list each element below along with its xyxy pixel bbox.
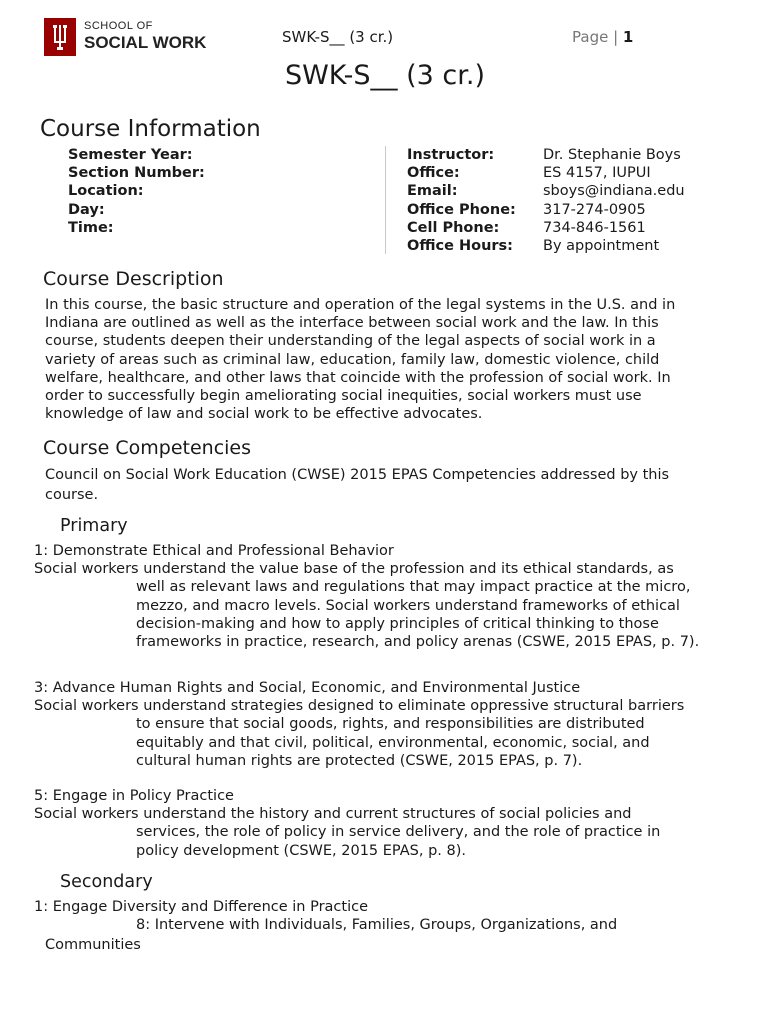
- page-label: Page |: [572, 28, 619, 46]
- competency-text: to ensure that social goods, rights, and responsibilities are distributed: [136, 716, 645, 733]
- description-line: welfare, healthcare, and other laws that coincide with the profession of social work. In: [45, 369, 671, 386]
- instructor-labels: [407, 146, 516, 255]
- course-competencies-heading: Course Competencies: [43, 437, 252, 459]
- secondary-competencies: [34, 898, 617, 955]
- label-semester-year: Semester Year:: [68, 147, 193, 163]
- course-information-heading: Course Information: [40, 116, 261, 142]
- label-instructor: Instructor:: [407, 147, 495, 163]
- competency-title: 1: Demonstrate Ethical and Professional Behavior: [34, 543, 394, 559]
- competency-text: policy development (CSWE, 2015 EPAS, p. 8).: [136, 842, 467, 859]
- intro-line: course.: [45, 487, 99, 503]
- iu-trident-icon: [44, 18, 76, 56]
- secondary-item: 8: Intervene with Individuals, Families, Groups, Organizations, and: [136, 917, 618, 934]
- label-day: Day:: [68, 201, 105, 218]
- competency-text: Social workers understand the value base of the profession and its ethical standards, as: [34, 561, 674, 578]
- competencies-intro: [45, 465, 669, 505]
- label-office-phone: Office Phone:: [407, 201, 516, 218]
- description-line: knowledge of law and social work to be effective advocates.: [45, 406, 483, 423]
- course-info-left-labels: [68, 146, 205, 237]
- description-line: course, students deepen their understanding of the legal aspects of social work in a: [45, 333, 656, 350]
- primary-heading: Primary: [60, 516, 128, 536]
- label-office: Office:: [407, 165, 460, 182]
- competency-text: Social workers understand the history and current structures of social policies and: [34, 806, 632, 823]
- header-course-code: SWK-S__ (3 cr.): [282, 28, 394, 46]
- competency-text: well as relevant laws and regulations that may impact practice at the micro,: [136, 579, 691, 596]
- intro-line: Council on Social Work Education (CWSE) 2015 EPAS Competencies addressed by this: [45, 467, 670, 483]
- value-office-phone: 317-274-0905: [543, 201, 646, 218]
- value-cell-phone: 734-846-1561: [543, 219, 646, 236]
- logo-school-of: SCHOOL OF: [84, 20, 153, 32]
- instructor-values: [543, 146, 685, 255]
- competency-text: services, the role of policy in service delivery, and the role of practice in: [136, 824, 661, 841]
- label-time: Time:: [68, 219, 114, 236]
- competency-title: 3: Advance Human Rights and Social, Economic, and Environmental Justice: [34, 680, 581, 696]
- competency-1: [34, 542, 699, 651]
- value-office-hours: By appointment: [543, 238, 660, 255]
- competency-text: decision-making and how to apply principles of critical thinking to those: [136, 615, 659, 632]
- document-title: SWK-S__ (3 cr.): [284, 60, 486, 91]
- description-line: variety of areas such as criminal law, education, family law, domestic violence, child: [45, 351, 660, 368]
- logo-social-work: SOCIAL WORK: [84, 33, 207, 52]
- description-line: order to successfully begin ameliorating social inequities, social workers must use: [45, 388, 642, 405]
- competency-text: mezzo, and macro levels. Social workers understand frameworks of ethical: [136, 597, 680, 614]
- page-number: 1: [622, 28, 634, 46]
- iu-logo: [44, 18, 207, 58]
- competency-text: Social workers understand strategies designed to eliminate oppressive structural barriers: [34, 698, 685, 715]
- value-office: ES 4157, IUPUI: [543, 165, 651, 182]
- secondary-item: 1: Engage Diversity and Difference in Practice: [34, 899, 369, 915]
- secondary-heading: Secondary: [60, 872, 153, 892]
- value-email[interactable]: sboys@indiana.edu: [543, 183, 685, 200]
- label-section-number: Section Number:: [68, 165, 205, 182]
- header-page-number: [572, 28, 633, 46]
- value-instructor: Dr. Stephanie Boys: [543, 147, 681, 163]
- competency-text: frameworks in practice, research, and policy arenas (CSWE, 2015 EPAS, p. 7).: [136, 634, 700, 651]
- secondary-item: Communities: [45, 937, 141, 954]
- label-email: Email:: [407, 183, 458, 200]
- label-location: Location:: [68, 183, 144, 200]
- competency-text: equitably and that civil, political, environmental, economic, social, and: [136, 734, 650, 751]
- label-cell-phone: Cell Phone:: [407, 219, 500, 236]
- description-line: Indiana are outlined as well as the interface between social work and the law. In this: [45, 315, 659, 332]
- description-line: In this course, the basic structure and operation of the legal systems in the U.S. and in: [45, 297, 676, 313]
- competency-text: cultural human rights are protected (CSWE, 2015 EPAS, p. 7).: [136, 752, 583, 769]
- competency-title: 5: Engage in Policy Practice: [34, 788, 234, 804]
- course-description-text: [45, 296, 675, 423]
- info-divider: [385, 146, 386, 254]
- competency-3: [34, 679, 684, 770]
- label-office-hours: Office Hours:: [407, 238, 513, 255]
- course-description-heading: Course Description: [43, 268, 224, 290]
- competency-5: [34, 787, 660, 860]
